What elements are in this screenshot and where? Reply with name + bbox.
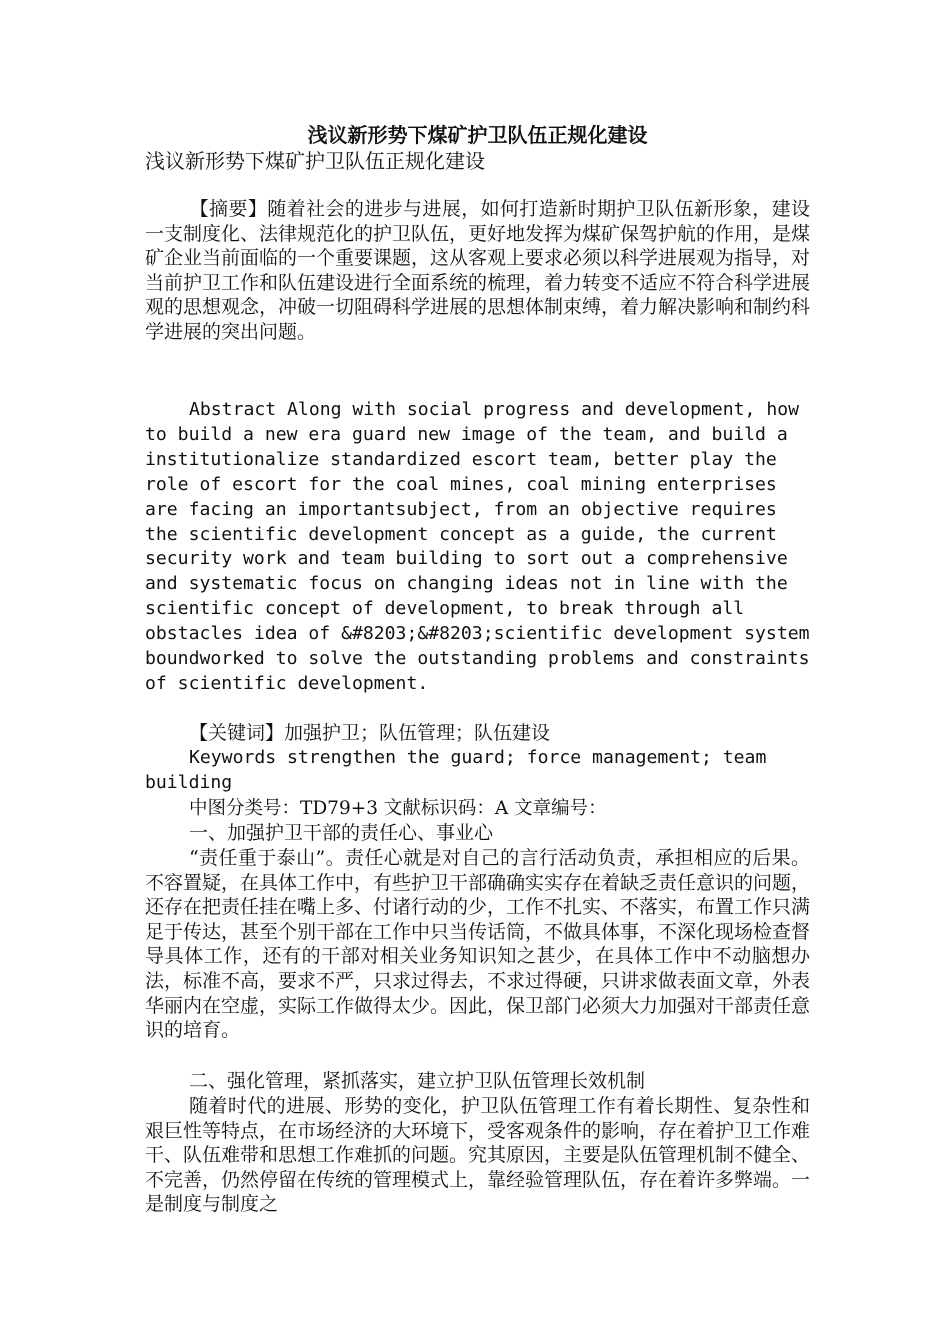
- keywords-english: Keywords strengthen the guard; force management; team building: [145, 747, 767, 793]
- document-subtitle: 浅议新形势下煤矿护卫队伍正规化建设: [145, 149, 485, 173]
- abstract-chinese: 【摘要】随着社会的进步与进展，如何打造新时期护卫队伍新形象，建设一支制度化、法律规范化的护卫队伍，更好地发挥为煤矿保驾护航的作用，是煤矿企业当前面临的一个重要课题，这从客观上要求必须以科学进展观为指导，对当前护卫工作和队伍建设进行全面系统的梳理，着力转变不适应不符合科学进展观的思想观念，冲破一切阻碍科学进展的思想体制束缚，着力解决影响和制约科学进展的突出问题。: [145, 198, 811, 343]
- section-2-heading: 二、强化管理，紧抓落实，建立护卫队伍管理长效机制: [189, 1070, 646, 1092]
- section-1-heading: 一、加强护卫干部的责任心、事业心: [189, 822, 494, 844]
- classification-line: 中图分类号：TD79+3 文献标识码：A 文章编号：: [189, 798, 607, 819]
- abstract-english: Abstract Along with social progress and development, how to build a new era guard new image of the team, and build a institutionalize standardized escort team, better play the role of escort for the coal mines, coal mining enterprises are facing an importantsubject, from an objective requires the scientific development concept as a guide, the current security work and team building to sort out a comprehensive and systematic focus on changing ideas not in line with the scientific concept of development, to break through all obstacles idea of &#8203;&#8203;scientific development system boundworked to solve the outstanding problems and constraints of scientific development.: [145, 399, 810, 694]
- document-title: 浅议新形势下煤矿护卫队伍正规化建设: [307, 123, 648, 147]
- section-2-body: 随着时代的进展、形势的变化，护卫队伍管理工作有着长期性、复杂性和艰巨性等特点，在市场经济的大环境下，受客观条件的影响，存在着护卫工作难干、队伍难带和思想工作难抓的问题。究其原因，主要是队伍管理机制不健全、不完善，仍然停留在传统的管理模式上，靠经验管理队伍，存在着许多弊端。一是制度与制度之: [145, 1095, 811, 1216]
- section-1-body: “责任重于泰山”。责任心就是对自己的言行活动负责，承担相应的后果。不容置疑，在具体工作中，有些护卫干部确确实实存在着缺乏责任意识的问题，还存在把责任挂在嘴上多、付诸行动的少，工作不扎实、不落实，布置工作只满足于传达，甚至个别干部在工作中只当传话筒，不做具体事，不深化现场检查督导具体工作，还有的干部对相关业务知识知之甚少，在具体工作中不动脑想办法，标准不高，要求不严，只求过得去，不求过得硬，只讲求做表面文章，外表华丽内在空虚，实际工作做得太少。因此，保卫部门必须大力加强对干部责任意识的培育。: [145, 847, 811, 1042]
- keywords-chinese: 【关键词】加强护卫；队伍管理；队伍建设: [189, 722, 551, 744]
